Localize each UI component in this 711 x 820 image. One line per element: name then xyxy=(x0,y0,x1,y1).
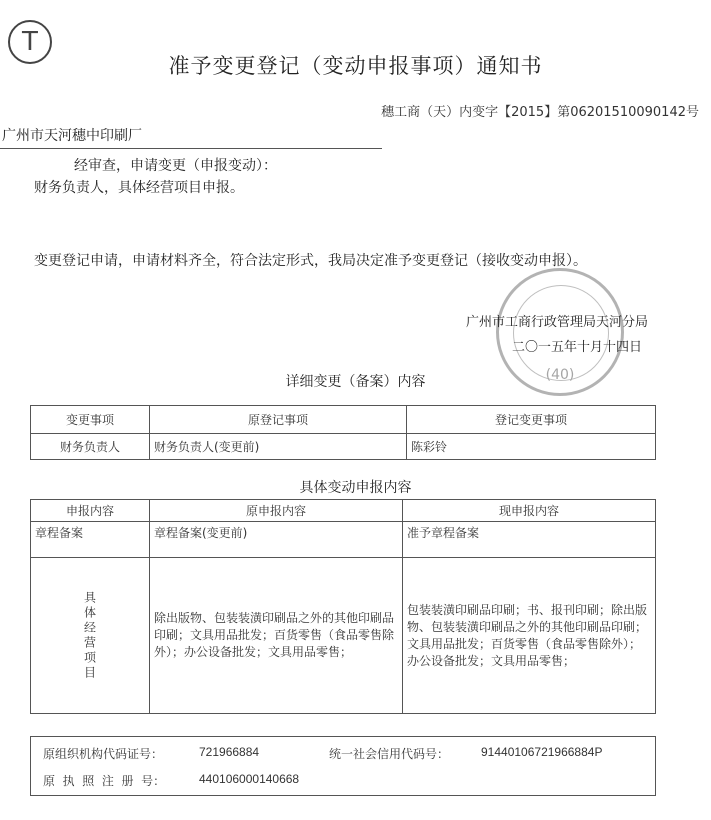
authority-name: 广州市工商行政管理局天河分局 xyxy=(466,315,649,330)
header-cell: 现申报内容 xyxy=(403,500,656,522)
header-cell: 登记变更事项 xyxy=(407,406,656,434)
table-cell: 准予章程备案 xyxy=(403,522,656,558)
seal-number: (40) xyxy=(545,367,575,383)
detail-section-title: 详细变更（备案）内容 xyxy=(285,374,426,390)
table-row xyxy=(31,434,656,460)
table-cell: 章程备案 xyxy=(31,522,150,558)
registration-codes-box xyxy=(30,736,656,796)
org-code-label: 原组织机构代码证号： xyxy=(43,747,164,761)
table-row xyxy=(31,558,656,714)
credit-code-value: 91440106721966884P xyxy=(481,745,603,759)
table-cell: 章程备案(变更前) xyxy=(150,522,403,558)
table-cell: 陈彩铃 xyxy=(407,434,656,460)
credit-code-label: 统一社会信用代码号： xyxy=(329,747,450,761)
declare-section-title: 具体变动申报内容 xyxy=(299,480,412,496)
header-cell: 原登记事项 xyxy=(150,406,407,434)
authority-date: 二〇一五年十月十四日 xyxy=(512,340,643,355)
header-cell: 原申报内容 xyxy=(150,500,403,522)
document-number: 穗工商（天）内变字【2015】第06201510090142号 xyxy=(381,105,699,120)
body-line-3: 变更登记申请，申请材料齐全，符合法定形式，我局决定准予变更登记（接收变动申报）。 xyxy=(34,253,587,269)
page-title: 准予变更登记（变动申报事项）通知书 xyxy=(168,54,543,78)
logo-t-icon: T xyxy=(8,20,52,64)
reg-no-label: 原 执 照 注 册 号： xyxy=(43,774,166,788)
header-cell: 申报内容 xyxy=(31,500,150,522)
body-line-2: 财务负责人，具体经营项目申报。 xyxy=(34,180,244,196)
table-cell: 财务负责人 xyxy=(31,434,150,460)
table-cell: 包装装潢印刷品印刷；书、报刊印刷；除出版物、包装装潢印刷品之外的其他印刷品印刷；文具用品批发；百货零售（食品零售除外）；办公设备批发；文具用品零售； xyxy=(403,558,656,714)
vertical-label: 具体经营项目 xyxy=(82,590,97,681)
table-cell xyxy=(31,558,150,714)
table-header-row xyxy=(31,500,656,522)
table-header-row xyxy=(31,406,656,434)
body-line-1: 经审查，申请变更（申报变动）： xyxy=(74,158,277,174)
table-cell: 财务负责人(变更前) xyxy=(150,434,407,460)
org-code-value: 721966884 xyxy=(199,745,260,759)
declare-change-table xyxy=(30,499,656,714)
header-cell: 变更事项 xyxy=(31,406,150,434)
company-underline xyxy=(0,148,382,149)
table-row xyxy=(31,522,656,558)
company-name: 广州市天河穗中印刷厂 xyxy=(2,128,142,144)
detail-change-table xyxy=(30,405,656,460)
reg-no-value: 440106000140668 xyxy=(199,772,300,786)
table-cell: 除出版物、包装装潢印刷品之外的其他印刷品印刷；文具用品批发；百货零售（食品零售除外）；办公设备批发；文具用品零售； xyxy=(150,558,403,714)
